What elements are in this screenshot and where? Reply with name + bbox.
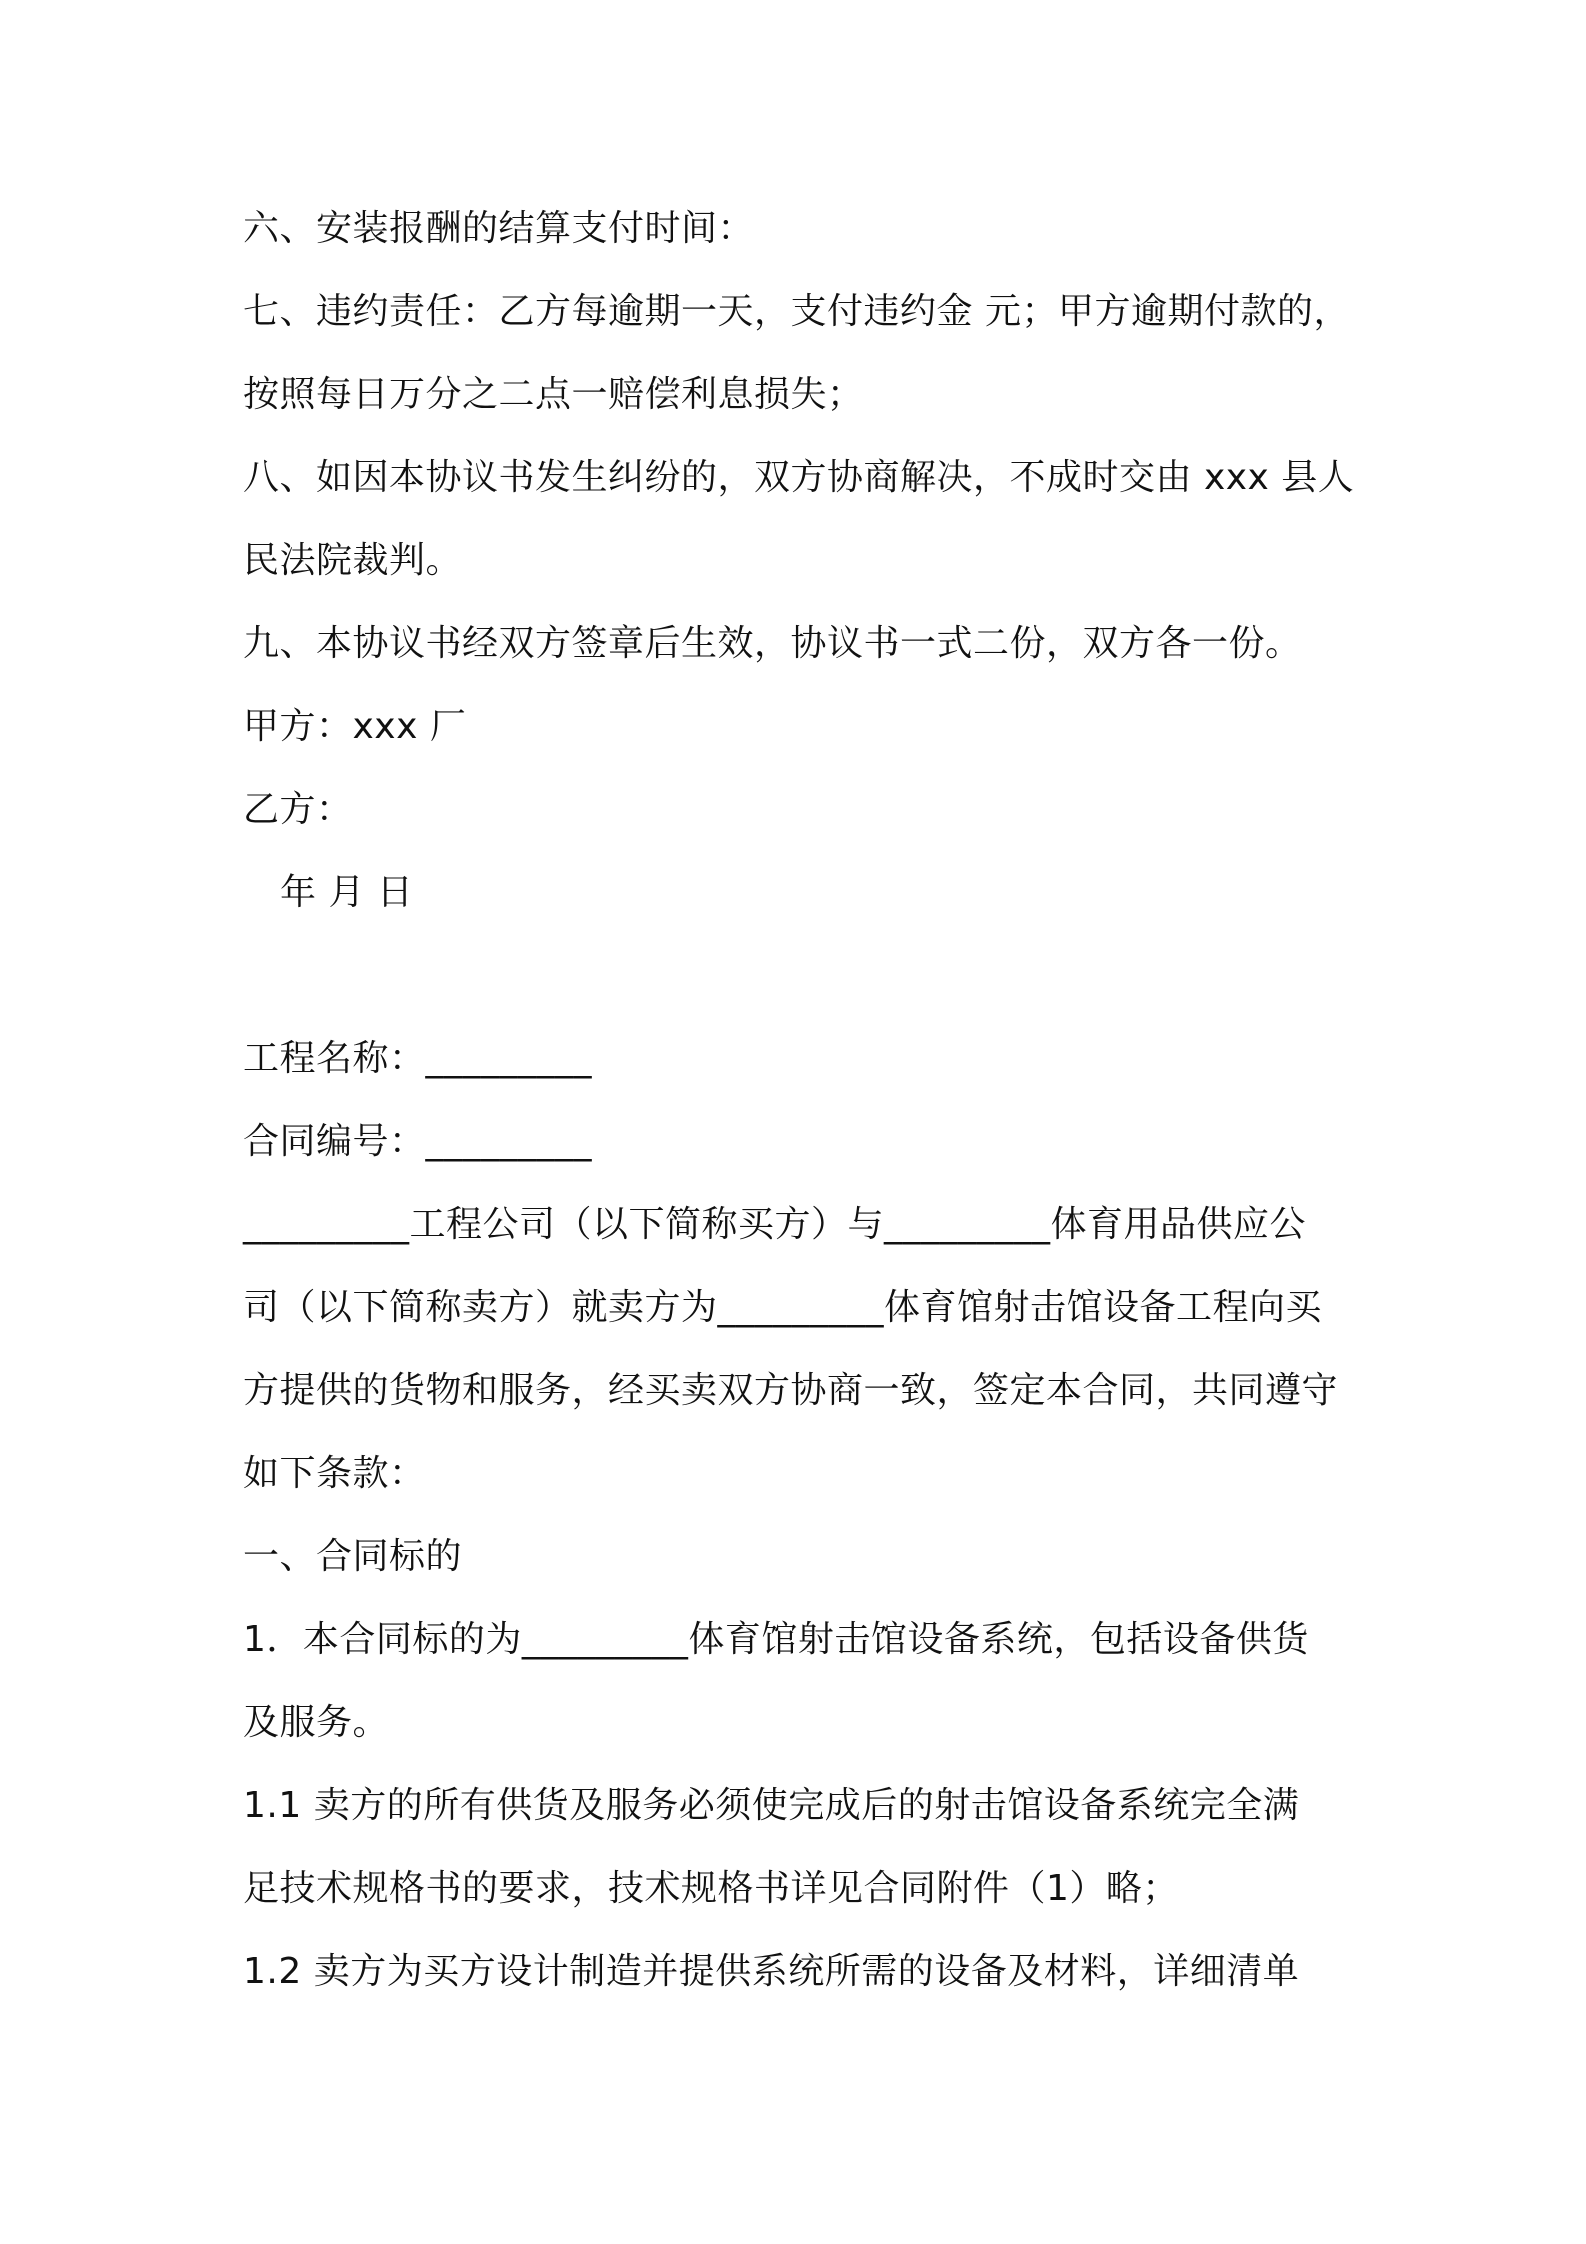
date-line: 年 月 日 — [280, 872, 414, 913]
clause-7-liability: 七、违约责任：乙方每逾期一天，支付违约金 元；甲方逾期付款的， — [243, 291, 1350, 332]
item-1-1-cont: 足技术规格书的要求，技术规格书详见合同附件（1）略； — [243, 1868, 1179, 1909]
item-1-2: 1.2 卖方为买方设计制造并提供系统所需的设备及材料，详细清单 — [243, 1951, 1300, 1992]
party-b-signature: 乙方： — [243, 789, 353, 830]
preamble-line-1: _________工程公司（以下简称买方）与_________体育用品供应公 — [243, 1204, 1307, 1245]
item-1-1: 1.1 卖方的所有供货及服务必须使完成后的射击馆设备系统完全满 — [243, 1785, 1300, 1826]
preamble-line-3: 方提供的货物和服务，经买卖双方协商一致，签定本合同，共同遵守 — [243, 1370, 1339, 1411]
clause-8-dispute-cont: 民法院裁判。 — [243, 540, 463, 581]
clause-8-dispute: 八、如因本协议书发生纠纷的，双方协商解决，不成时交由 xxx 县人 — [243, 457, 1355, 498]
party-a-signature: 甲方：xxx 厂 — [243, 706, 467, 747]
contract-number: 合同编号：_________ — [243, 1121, 593, 1162]
item-1-cont: 及服务。 — [243, 1702, 390, 1743]
project-name: 工程名称：_________ — [243, 1038, 593, 1079]
clause-6-payment-time: 六、安装报酬的结算支付时间： — [243, 208, 755, 249]
preamble-line-2: 司（以下简称卖方）就卖方为_________体育馆射击馆设备工程向买 — [243, 1287, 1323, 1328]
clause-9-effect: 九、本协议书经双方签章后生效，协议书一式二份，双方各一份。 — [243, 623, 1302, 664]
item-1: 1．本合同标的为_________体育馆射击馆设备系统，包括设备供货 — [243, 1619, 1309, 1660]
section-1-heading: 一、合同标的 — [243, 1536, 463, 1577]
clause-7-liability-cont: 按照每日万分之二点一赔偿利息损失； — [243, 374, 864, 415]
preamble-line-4: 如下条款： — [243, 1453, 426, 1494]
